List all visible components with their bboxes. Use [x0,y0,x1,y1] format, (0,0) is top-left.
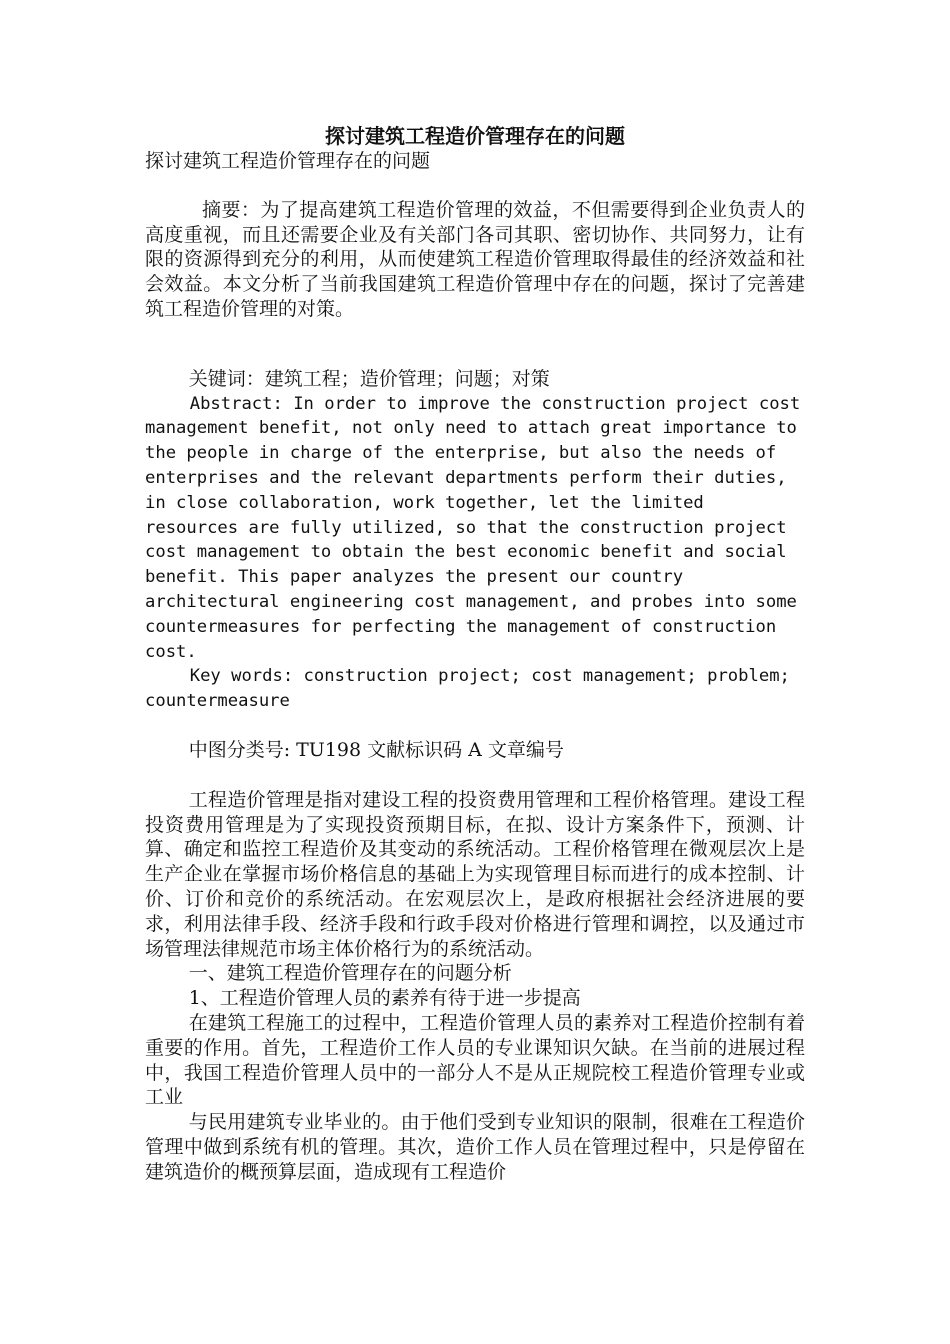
section-heading-1: 一、建筑工程造价管理存在的问题分析 [188,962,512,985]
document-subtitle: 探讨建筑工程造价管理存在的问题 [145,150,431,172]
subsection-heading-1: 1、工程造价管理人员的素养有待于进一步提高 [188,987,581,1010]
keywords-english: Key words: construction project; cost management; problem; countermeasure [145,666,790,712]
intro-paragraph: 工程造价管理是指对建设工程的投资费用管理和工程价格管理。建设工程投资费用管理是为了实现投资预期目标，在拟、设计方案条件下，预测、计算、确定和监控工程造价及其变动的系统活动。工程价格管理在微观层次上是生产企业在掌握市场价格信息的基础上为实现管理目标而进行的成本控制、计价、订价和竞价的系统活动。在宏观层次上，是政府根据社会经济进展的要求，利用法律手段、经济手段和行政手段对价格进行管理和调控，以及通过市场管理法律规范市场主体价格行为的系统活动。 [145,788,805,960]
classification-line: 中图分类号: TU198 文献标识码 A 文章编号 [188,738,564,761]
body-paragraph: 在建筑工程施工的过程中，工程造价管理人员的素养对工程造价控制有着重要的作用。首先，工程造价工作人员的专业课知识欠缺。在当前的进展过程中，我国工程造价管理人员中的一部分人不是从正规院校工程造价管理专业或工业 [145,1011,805,1109]
abstract-chinese: 摘要：为了提高建筑工程造价管理的效益，不但需要得到企业负责人的高度重视，而且还需要企业及有关部门各司其职、密切协作、共同努力，让有限的资源得到充分的利用，从而使建筑工程造价管理取得最佳的经济效益和社会效益。本文分析了当前我国建筑工程造价管理中存在的问题，探讨了完善建筑工程造价管理的对策。 [145,198,805,320]
keywords-chinese: 关键词：建筑工程；造价管理；问题；对策 [188,367,550,390]
document-body [145,123,805,1184]
abstract-english: Abstract: In order to improve the construction project cost management benefit, not only need to attach great importance to the people in charge of the enterprise, but also the needs of enterprises and the relevant departments perform their duties, in close collaboration, work together, let the limited resources are fully utilized, so that the construction project cost management to obtain the best economic benefit and social benefit. This paper analyzes the present our country architectural engineering cost management, and probes into some countermeasures for perfecting the management of construction cost. [145,393,801,662]
document-title: 探讨建筑工程造价管理存在的问题 [325,124,625,148]
body-paragraph: 与民用建筑专业毕业的。由于他们受到专业知识的限制，很难在工程造价管理中做到系统有机的管理。其次，造价工作人员在管理过程中，只是停留在建筑造价的概预算层面，造成现有工程造价 [145,1111,805,1183]
